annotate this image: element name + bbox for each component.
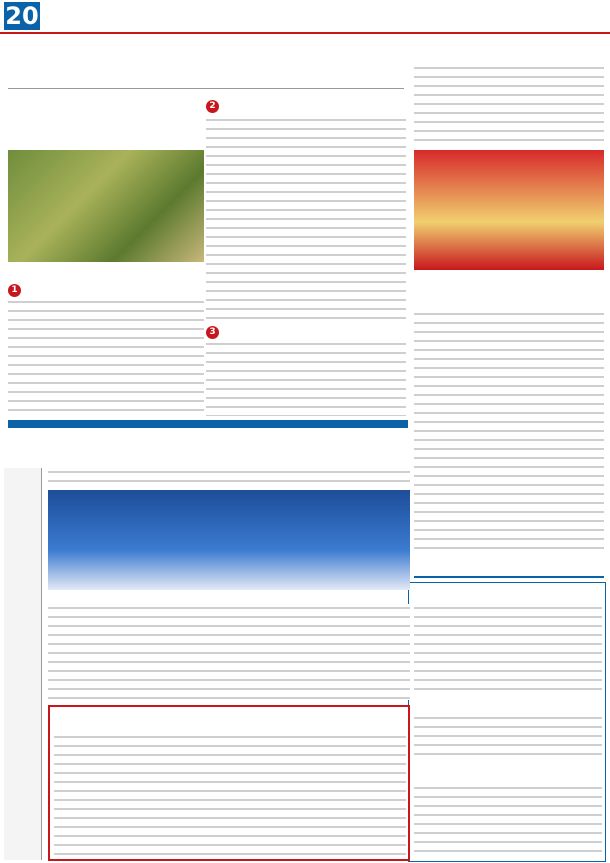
subhead-1: 1 xyxy=(8,284,24,297)
page-number: 20 xyxy=(5,2,39,30)
farm-photo xyxy=(8,150,204,262)
event-banner-photo xyxy=(48,490,410,590)
bottom-article-box xyxy=(48,705,410,861)
body-col-b xyxy=(8,298,204,416)
right-body-1 xyxy=(414,64,604,148)
subhead-2: 2 xyxy=(206,100,222,113)
right-body-3 xyxy=(414,604,602,692)
page-header xyxy=(0,0,610,34)
right-body-2 xyxy=(414,310,604,554)
subhead-3: 3 xyxy=(206,326,222,339)
vertical-headline xyxy=(4,468,42,860)
reading-banner-photo xyxy=(414,150,604,270)
body-col-a xyxy=(206,116,406,322)
middle-body-2 xyxy=(48,604,410,700)
bottom-body xyxy=(54,733,406,857)
body-col-c xyxy=(206,340,406,416)
right-body-5 xyxy=(414,784,602,858)
middle-body xyxy=(48,468,410,488)
dongmeng-section-label xyxy=(414,558,604,578)
right-body-4 xyxy=(414,714,602,762)
section-divider xyxy=(8,420,408,428)
